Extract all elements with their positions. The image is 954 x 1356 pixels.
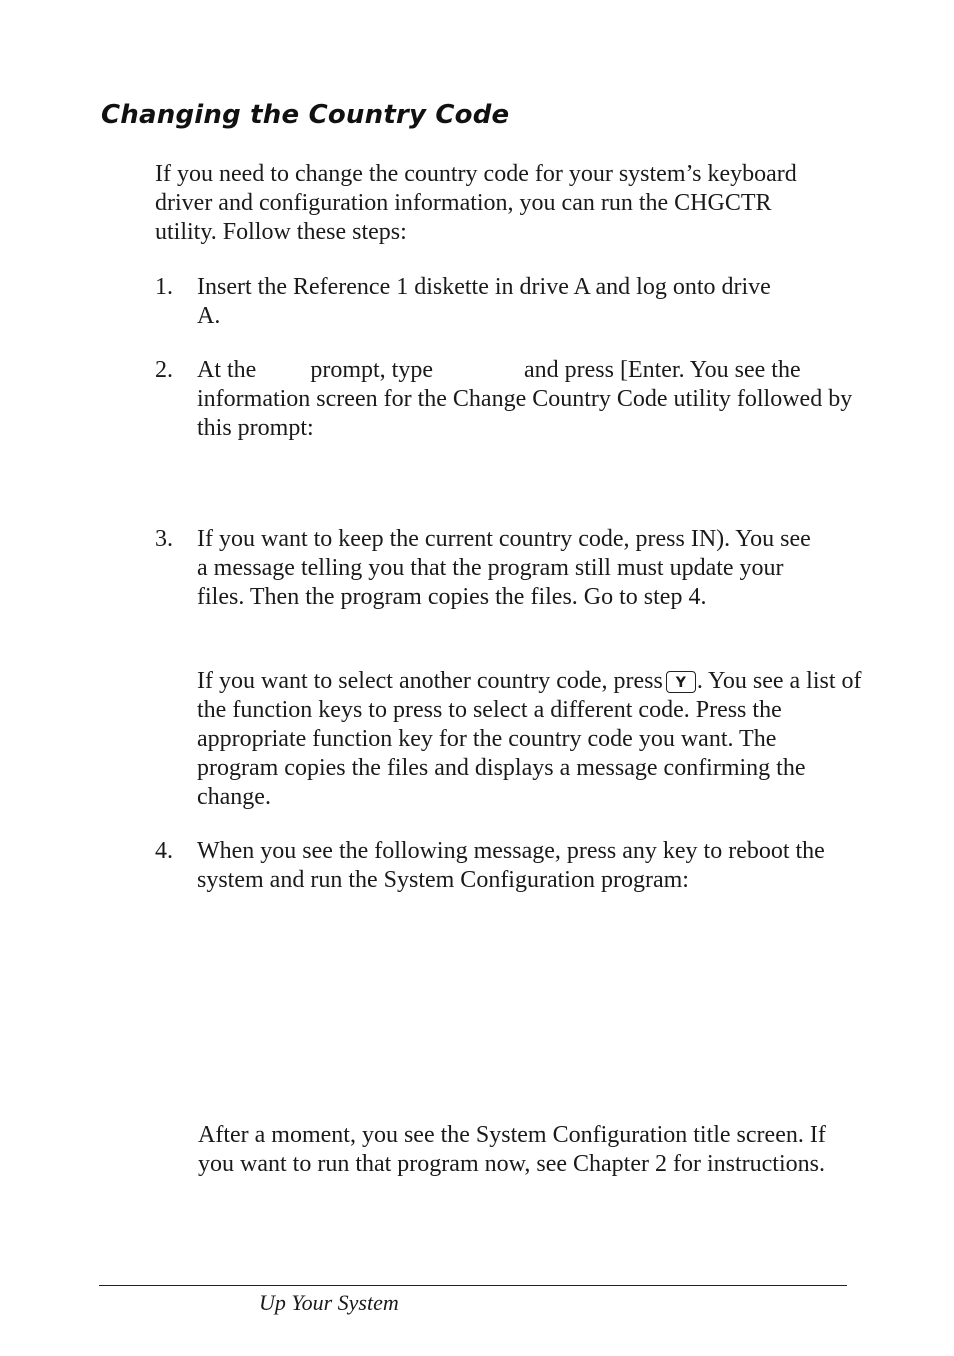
step-3-number: 3. <box>155 526 173 552</box>
step-1-number: 1. <box>155 274 173 300</box>
step-2-text <box>197 356 862 443</box>
step-4-number: 4. <box>155 838 173 864</box>
step-2-number: 2. <box>155 357 173 383</box>
section-heading: Changing the Country Code <box>101 100 510 130</box>
step-3-alt-text-a: If you want to select another country code, press <box>197 668 663 694</box>
step-4-text: When you see the following message, press any key to reboot the system and run the System Configuration program: <box>197 838 825 893</box>
y-key-icon: Y <box>666 671 696 693</box>
step-2-text-c: and press [Enter. You see the information screen for the Change Country Code utility followed by this prompt: <box>197 357 853 441</box>
footer-rule <box>99 1285 847 1286</box>
step-3-alt-text-b: . You see a list of the function keys to press to select a different code. Press the appropriate function key for the country code you want. The program copies the files and displays a message confirming the change. <box>197 668 862 810</box>
footer-text: Up Your System <box>259 1290 399 1315</box>
step-2-text-a: At the <box>197 357 257 383</box>
intro-paragraph: If you need to change the country code for your system’s keyboard driver and configuration information, you can run the CHGCTR utility. Follow these steps: <box>155 161 797 245</box>
closing-paragraph: After a moment, you see the System Configuration title screen. If you want to run that program now, see Chapter 2 for instructions. <box>198 1122 826 1177</box>
step-1-text: Insert the Reference 1 diskette in drive A and log onto drive A. <box>197 274 771 329</box>
step-3-alt-text <box>197 667 862 812</box>
step-2-text-b: prompt, type <box>310 357 433 383</box>
step-3-text: If you want to keep the current country code, press IN). You see a message telling you that the program still must update your files. Then the program copies the files. Go to step 4. <box>197 526 811 610</box>
